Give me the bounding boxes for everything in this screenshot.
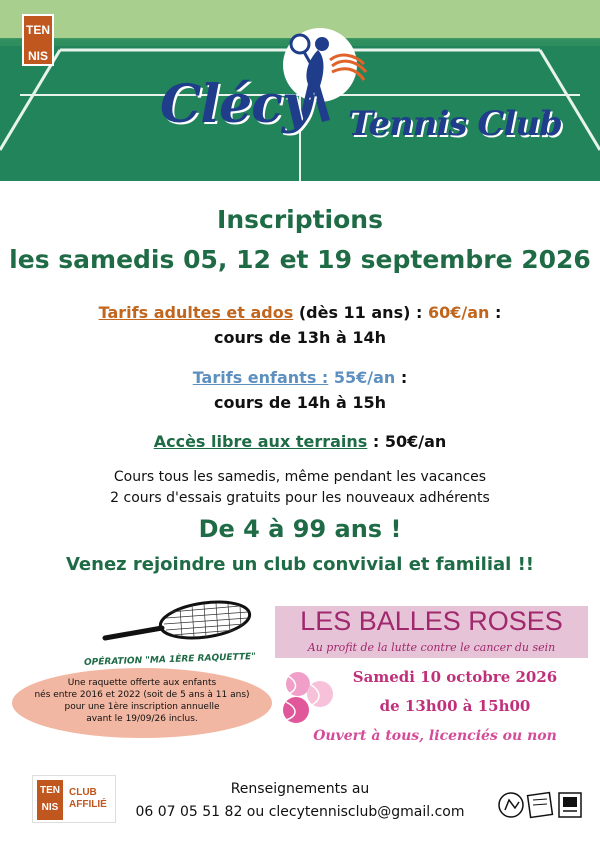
invitation: Venez rejoindre un club convivial et familial !! (65, 554, 535, 575)
club-logo-text-bottom: NIS (41, 802, 59, 813)
tarif-enfants-label: Tarifs enfants : (192, 368, 329, 387)
operation-oval (12, 668, 272, 738)
club-affilie-line1: CLUB (69, 787, 97, 798)
club-affilie-logo (32, 775, 116, 823)
tennis-federation-logo (22, 14, 54, 66)
tennis-racket-icon (100, 600, 260, 650)
operation-line-4: avant le 19/09/26 inclus. (86, 714, 198, 724)
tarif-enfants-hours: cours de 14h à 15h (214, 393, 386, 412)
acces-libre-price: : 50€/an (367, 432, 447, 451)
info-line-1: Cours tous les samedis, même pendant les vacances (113, 469, 487, 485)
tarif-adultes-price: 60€/an (427, 303, 490, 322)
info-line-2: 2 cours d'essais gratuits pour les nouveaux adhérents (110, 490, 490, 506)
tarif-adultes-line (0, 303, 600, 322)
club-logo-text-top: TEN (40, 785, 60, 796)
tarif-adultes-suffix: : (489, 303, 502, 322)
tarif-adultes-age: (dès 11 ans) : (293, 303, 428, 322)
registration-dates: les samedis 05, 12 et 19 septembre 2026 (9, 245, 591, 274)
operation-line-3: pour une 1ère inscription annuelle (64, 702, 220, 712)
logo-text-bottom: NIS (27, 49, 48, 63)
recycling-icons (497, 790, 587, 820)
footer-contact: 06 07 05 51 82 ou clecytennisclub@gmail.com (135, 804, 465, 820)
operation-title: OPÉRATION "MA 1ÈRE RAQUETTE" (83, 652, 257, 668)
tarif-enfants-suffix: : (395, 368, 408, 387)
tarif-adultes-label: Tarifs adultes et ados (98, 303, 294, 322)
banner (0, 0, 600, 181)
balles-roses-subtitle: Au profit de la lutte contre le cancer du sein (307, 641, 556, 654)
tarif-enfants-price: 55€/an (328, 368, 396, 387)
balles-roses-title: LES BALLES ROSES (300, 606, 563, 636)
operation-line-2: nés entre 2016 et 2022 (soit de 5 ans à 11 ans) (34, 690, 250, 700)
club-logo-badge (37, 780, 63, 820)
footer-info-label: Renseignements au (230, 781, 370, 797)
club-affilie-text (69, 787, 107, 811)
brand-name-tennis-club: Tennis Club (348, 104, 562, 144)
balles-roses-date: Samedi 10 octobre 2026 (352, 668, 558, 686)
age-range: De 4 à 99 ans ! (198, 515, 402, 543)
balles-roses-open: Ouvert à tous, licenciés ou non (313, 728, 557, 744)
page-title: Inscriptions (217, 205, 383, 234)
logo-text-top: TEN (26, 23, 50, 37)
club-affilie-line2: AFFILIÉ (69, 799, 107, 810)
tarif-enfants-line (0, 368, 600, 387)
acces-libre-label: Accès libre aux terrains (153, 432, 368, 451)
acces-libre-line (0, 432, 600, 451)
operation-line-1: Une raquette offerte aux enfants (67, 678, 217, 688)
balles-roses-hours: de 13h00 à 15h00 (379, 697, 531, 715)
brand-name-clecy: Clécy (160, 74, 312, 135)
tarif-adultes-hours: cours de 13h à 14h (214, 328, 386, 347)
